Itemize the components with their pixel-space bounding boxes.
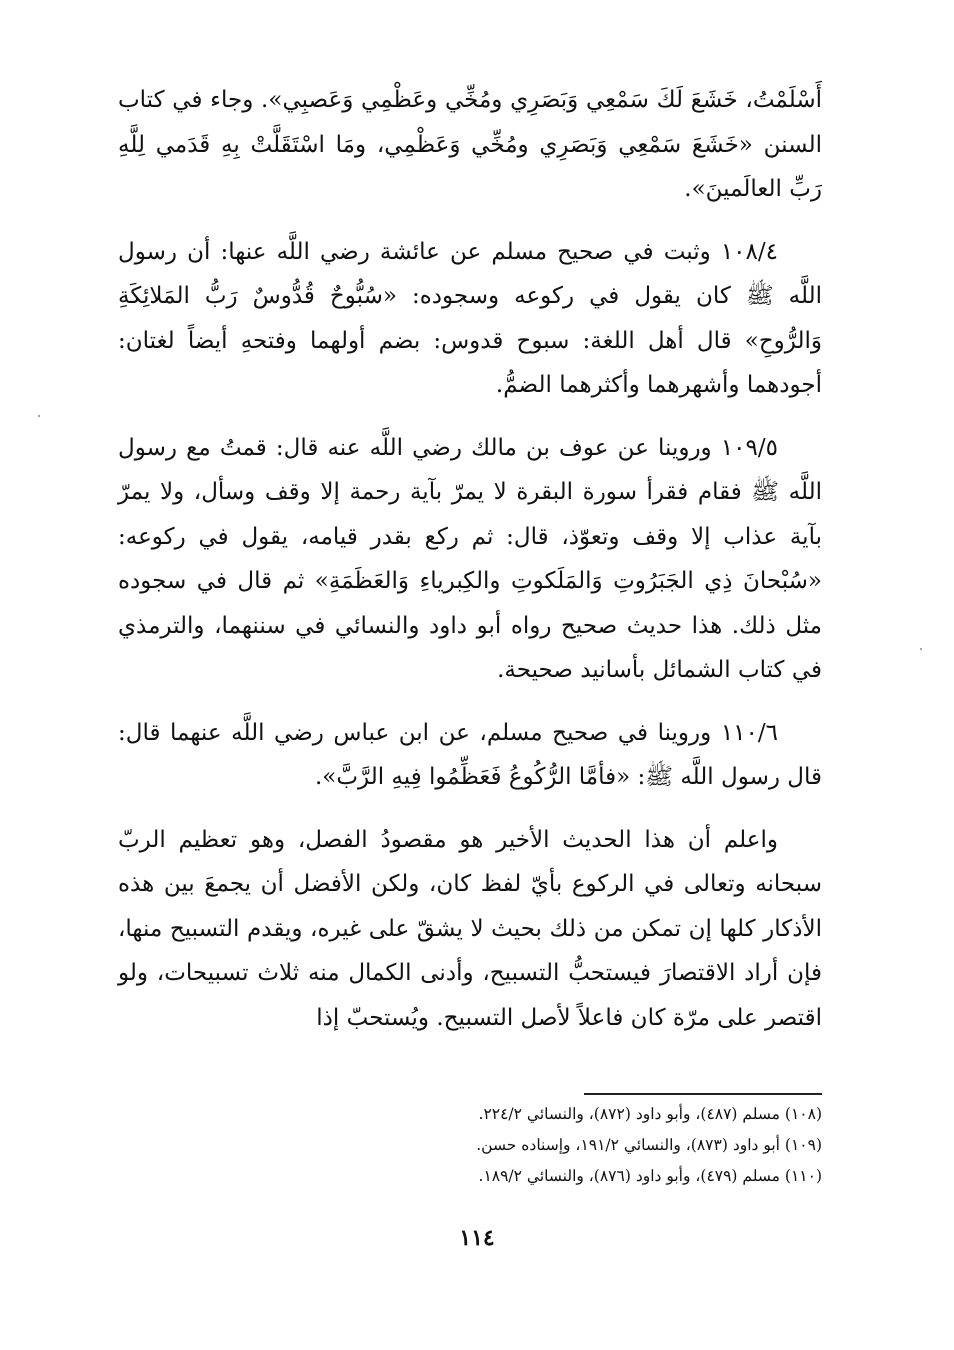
footnote-108: (١٠٨) مسلم (٤٨٧)، وأبو داود (٨٧٢)، والنسائي ٢٢٤/٢.: [478, 1105, 822, 1123]
footnote-separator: [584, 1093, 822, 1095]
paragraph-commentary: واعلم أن هذا الحديث الأخير هو مقصودُ الفصل، وهو تعظيم الربّ سبحانه وتعالى في الركوع بأيّ لفظ كان، ولكن الأفضل أن يجمعَ بين هذه الأذكار كلها إن تمكن من ذلك بحيث لا يشقّ على غيره، ويقدم التسبيح منها، فإن أراد الاقتصارَ فيستحبُّ التسبيح، وأدنى الكمال منه ثلاث تسبيحات، ولو اقتصر على مرّة كان فاعلاً لأصل التسبيح. ويُستحبّ إذا: [118, 826, 822, 1031]
footnote-109: (١٠٩) أبو داود (٨٧٣)، والنسائي ١٩١/٢، وإسناده حسن.: [476, 1136, 822, 1154]
paragraph-hadith-108: ١٠٨/٤ وثبت في صحيح مسلم عن عائشة رضي اللَّه عنها: أن رسول اللَّه ﷺ كان يقول في ركوعه وسجوده: «سُبُّوحٌ قُدُّوسٌ رَبُّ المَلائِكَةِ وَالرُّوحِ» قال أهل اللغة: سبوح قدوس: بضم أولهما وفتحهِ أيضاً لغتان: أجودهما وأشهرهما وأكثرهما الضمُّ.: [118, 238, 822, 398]
scan-speck: [38, 415, 40, 417]
page-number: ١١٤: [459, 1225, 495, 1251]
paragraph-hadith-110: ١١٠/٦ وروينا في صحيح مسلم، عن ابن عباس رضي اللَّه عنهما قال: قال رسول اللَّه ﷺ: «فأمَّا الرُّكُوعُ فَعَظِّمُوا فِيهِ الرَّبَّ».: [118, 719, 822, 790]
paragraph-continuation: أَسْلَمْتُ، خَشَعَ لَكَ سَمْعِي وَبَصَرِي ومُخِّي وعَظْمِي وَعَصبِي». وجاء في كتاب السنن «خَشَعَ سَمْعِي وَبَصَرِي ومُخِّي وَعَظْمِي، ومَا اسْتَقَلَّتْ بِهِ قَدَمي لِلَّهِ رَبِّ العالَمينَ».: [118, 87, 822, 202]
page-body: [118, 78, 822, 1058]
footnotes: [380, 1099, 822, 1192]
footnote-110: (١١٠) مسلم (٤٧٩)، وأبو داود (٨٧٦)، والنسائي ١٨٩/٢.: [478, 1167, 822, 1185]
paragraph-hadith-109: ١٠٩/٥ وروينا عن عوف بن مالك رضي اللَّه عنه قال: قمتُ مع رسول اللَّه ﷺ فقام فقرأ سورة البقرة لا يمرّ بآية رحمة إلا وقف وسأل، ولا يمرّ بآية عذاب إلا وقف وتعوّذ، قال: ثم ركع بقدر قيامه، يقول في ركوعه: «سُبْحانَ ذِي الجَبَرُوتِ وَالمَلَكوتِ والكِبرياءِ وَالعَظَمَةِ» ثم قال في سجوده مثل ذلك. هذا حديث صحيح رواه أبو داود والنسائي في سننهما، والترمذي في كتاب الشمائل بأسانيد صحيحة.: [118, 434, 822, 683]
scan-speck: [920, 648, 922, 650]
